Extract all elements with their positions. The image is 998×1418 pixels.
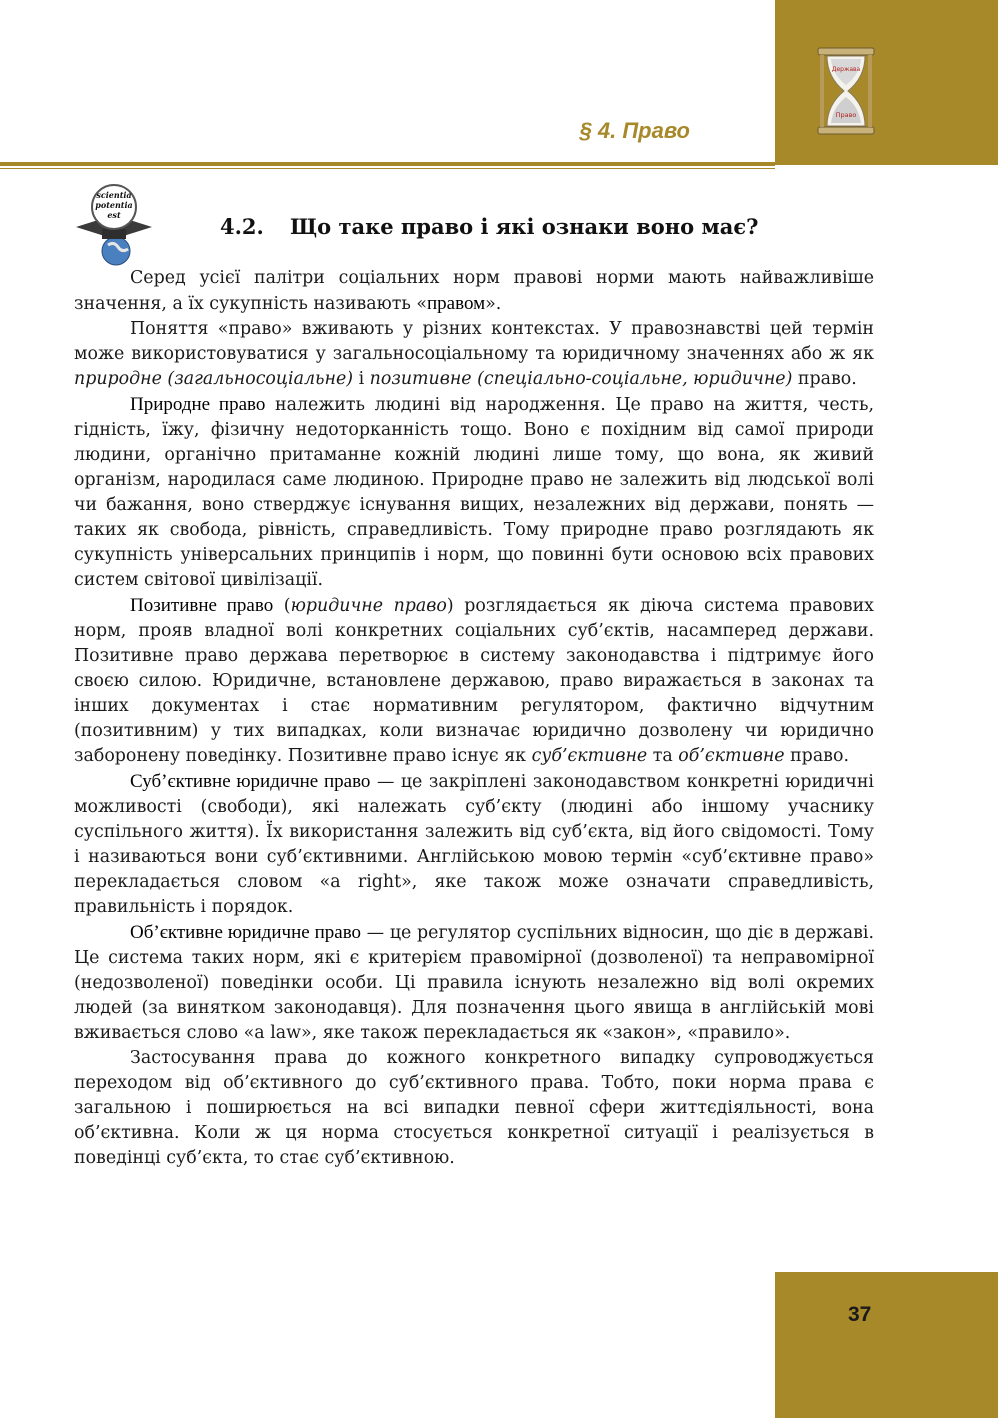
- header-divider-thin: [0, 168, 775, 169]
- paragraph: [74, 593, 874, 769]
- text-run: — це регулятор суспільних відносин, що діє в державі. Це система таких норм, які є критерієм правомірної (дозволеної) та неправомірної (недозволеної) поведінки особи. Ці правила існують незалежно від волі окремих людей (за винятком законодавця). Для позначення цього явища в англійській мові вживається слово «a law», яке також перекладається як «закон», «правило».: [74, 923, 874, 1043]
- emblem-motto-line-1: scientia: [96, 190, 132, 200]
- header-divider: [0, 162, 775, 166]
- text-run: право.: [792, 369, 857, 389]
- hourglass-top-label: Держава: [831, 66, 861, 73]
- text-run: (: [273, 596, 291, 616]
- emblem-motto-line-3: est: [107, 210, 121, 220]
- term-highlight: Об’єктивне юридичне право: [130, 922, 362, 943]
- text-run: ) розглядається як діюча система правових норм, прояв владної волі конкретних соціальних суб’єктів, насамперед держави. Позитивне право держава перетворює в систему законодавства і підтримує його своєю силою. Юридичне, встановлене державою, право виражається в законах та інших документах і стає нормативним регулятором, фактично відчутним (позитивним) у тих випадках, коли визначає юридично дозволену чи юридично заборонену поведінку. Позитивне право існує як: [74, 596, 874, 766]
- text-run: і: [353, 369, 370, 389]
- chapter-title: § 4. Право: [579, 118, 690, 143]
- text-run: та: [647, 746, 679, 766]
- page-number: 37: [848, 1303, 872, 1326]
- paragraph: [74, 266, 874, 317]
- italic-term: суб’єктивне: [531, 746, 648, 766]
- term-highlight: Природне право: [130, 394, 266, 415]
- paragraph: [74, 392, 874, 593]
- text-run: Застосування права до кожного конкретного випадку супроводжується переходом від об’єктивного до суб’єктивного права. Тобто, поки норма права є загальною і поширюється на всі випадки певної сфери життєдіяльності, вона об’єктивна. Коли ж ця норма стосується конкретної ситуації і реалізується в поведінці суб’єкта, то стає суб’єктивною.: [74, 1048, 874, 1168]
- text-run: ».: [485, 294, 502, 314]
- term-highlight: правом: [427, 293, 486, 314]
- footer-accent-block: [775, 1272, 998, 1418]
- text-run: — це закріплені законодавством конкретні юридичні можливості (свободи), які належать суб’єкту (людині або іншому учаснику суспільного життя). Їх використання залежить від суб’єкта, від його свідомості. Тому і називаються вони суб’єктивними. Англійською мовою термін «суб’єктивне право» перекладається словом «a right», яке також може означати справедливість, правильність і порядок.: [74, 772, 874, 917]
- body-text: [74, 266, 874, 1171]
- italic-term: позитивне (спеціально-соціальне, юридичне): [369, 369, 793, 389]
- paragraph: [74, 317, 874, 392]
- section-title: Що таке право і які ознаки воно має?: [290, 214, 759, 239]
- hourglass-icon: [817, 47, 875, 135]
- term-highlight: Суб’єктивне юридичне право: [130, 771, 371, 792]
- paragraph: [74, 1046, 874, 1171]
- paragraph: [74, 920, 874, 1046]
- hourglass-bottom-label: Право: [835, 111, 857, 119]
- term-highlight: Позитивне право: [130, 595, 274, 616]
- section-heading: [220, 214, 758, 239]
- text-run: Серед усієї палітри соціальних норм правові норми мають найважливіше значення, а їх сукупність називають «: [74, 268, 874, 314]
- text-run: право.: [784, 746, 849, 766]
- scientia-emblem-icon: [74, 183, 154, 269]
- text-run: належить людині від народження. Це право на життя, честь, гідність, їжу, фізичну недоторканність тощо. Воно є похідним від самої природи людини, органічно притаманне кожній людині лише тому, що вона, як живий організм, народилася саме людиною. Природне право не залежить від людської волі чи бажання, воно стверджує існування вищих, незалежних від держави, понять — таких як свобода, рівність, справедливість. Тому природне право розглядають як сукупність універсальних принципів і норм, що повинні бути основою всіх правових систем світової цивілізації.: [74, 395, 874, 590]
- emblem-motto-line-2: potentia: [95, 200, 133, 210]
- italic-term: об’єктивне: [678, 746, 785, 766]
- paragraph: [74, 769, 874, 920]
- section-number: 4.2.: [220, 214, 264, 239]
- header-accent-block: [775, 0, 998, 165]
- italic-term: природне (загальносоціальне): [74, 369, 354, 389]
- text-run: Поняття «право» вживають у різних контекстах. У правознавстві цей термін може використовуватися у загальносоціальному та юридичному значеннях або ж як: [74, 319, 874, 364]
- italic-term: юридичне право: [290, 596, 447, 616]
